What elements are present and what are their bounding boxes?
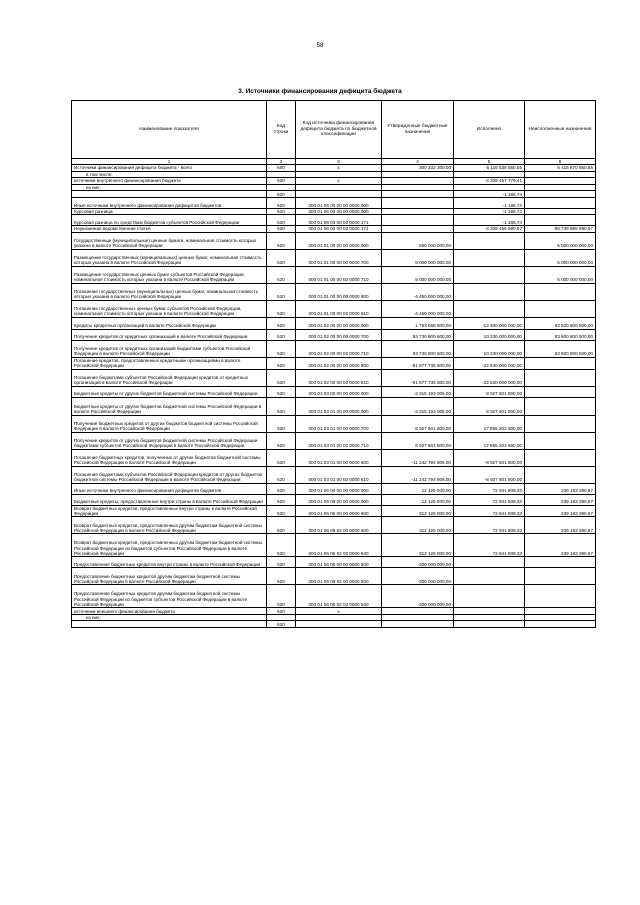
row-line-code: 520: [267, 505, 296, 517]
row-approved: -2 315 193 006,00: [382, 386, 454, 397]
row-budget-code: 000 01 01 00 00 00 0000 000: [296, 232, 382, 249]
row-executed: 8 927 601 800,00: [454, 386, 525, 397]
row-indicator-name: Размещение государственных (муниципальных) ценных бумаг, номинальная стоимость которых указана в валюте Российской Федерации: [72, 249, 267, 266]
row-executed: 10 230 000 000,00: [454, 329, 525, 340]
row-approved: -11 242 794 806,00: [382, 449, 454, 466]
row-approved: 5 000 000 000,00: [382, 249, 454, 266]
row-line-code: 520: [267, 249, 296, 266]
row-approved: -2 315 193 006,00: [382, 397, 454, 415]
row-indicator-name: Государственные (муниципальные) ценные бумаги, номинальная стоимость которых указана в валюте Российской Федерации: [72, 232, 267, 249]
row-unexecuted: [525, 568, 596, 585]
row-budget-code: 000 01 06 05 02 02 0000 540: [296, 585, 382, 608]
table-row: [72, 397, 596, 415]
row-line-code: 520: [267, 357, 296, 369]
table-row: [72, 357, 596, 369]
row-unexecuted: [525, 215, 596, 226]
row-executed: -3 209 456 590,67: [454, 226, 525, 232]
row-indicator-name: Погашение бюджетных кредитов, полученных от других бюджетов бюджетной системы Российской Федерации в валюте Российской Федерации: [72, 449, 267, 466]
row-executed: 17 855 203 600,00: [454, 415, 525, 432]
row-indicator-name: из них:: [72, 184, 267, 190]
row-unexecuted: 83 600 800 500,00: [525, 340, 596, 357]
row-approved: [382, 621, 454, 628]
row-approved: 312 125 000,00: [382, 534, 454, 557]
row-line-code: 520: [267, 209, 296, 215]
row-budget-code: 000 01 03 00 00 00 0000 000: [296, 386, 382, 397]
table-row: [72, 449, 596, 466]
row-approved: 12 125 000,00: [382, 494, 454, 505]
row-line-code: 520: [267, 283, 296, 300]
header-indicator-name: Наименование показателя: [72, 101, 267, 159]
row-unexecuted: [525, 369, 596, 386]
row-unexecuted: [525, 432, 596, 449]
table-body: [72, 165, 596, 628]
table-row: [72, 226, 596, 232]
row-budget-code: 000 01 01 00 00 02 0000 710: [296, 266, 382, 283]
row-indicator-name: Бюджетные кредиты от других бюджетов бюджетной системы Российской Федерации в валюте Российской Федерации: [72, 397, 267, 415]
row-unexecuted: [525, 397, 596, 415]
row-indicator-name: Курсовая разница по средствам бюджетов субъектов Российской Федерации: [72, 215, 267, 226]
row-unexecuted: 83 600 800 500,00: [525, 329, 596, 340]
row-indicator-name: из них:: [72, 614, 267, 620]
row-approved: -300 000 000,00: [382, 568, 454, 585]
row-executed: 72 941 609,33: [454, 517, 525, 534]
row-budget-code: 000 01 02 00 00 00 0000 800: [296, 357, 382, 369]
row-line-code: 620: [267, 621, 296, 628]
row-unexecuted: 88 739 895 890,67: [525, 226, 596, 232]
row-indicator-name: Возврат бюджетных кредитов, предоставленных другим бюджетам бюджетной системы Российской Федерации в валюте Российской Федерации: [72, 517, 267, 534]
table-row: [72, 266, 596, 283]
row-indicator-name: Погашение государственных ценных бумаг субъектов Российской Федерации, номинальная стоимость которых указана в валюте Российской Федерации: [72, 300, 267, 317]
table-row: [72, 215, 596, 226]
header-line-code: Код строки: [267, 101, 296, 159]
row-indicator-name: Погашение кредитов, предоставленных кредитными организациями в валюте Российской Федерации: [72, 357, 267, 369]
column-number: 1: [72, 159, 267, 165]
row-budget-code: 000 01 06 03 00 00 0000 000: [296, 209, 382, 215]
column-number: 5: [454, 159, 525, 165]
row-budget-code: [296, 621, 382, 628]
row-executed: -5 116 538 550,55: [454, 165, 525, 171]
column-number: 3: [296, 159, 382, 165]
row-line-code: 620: [267, 608, 296, 615]
row-executed: [454, 249, 525, 266]
row-indicator-name: Курсовая разница: [72, 209, 267, 215]
row-approved: -11 242 794 806,00: [382, 466, 454, 483]
row-approved: 93 730 800 500,00: [382, 329, 454, 340]
row-executed: -8 927 601 800,00: [454, 466, 525, 483]
row-line-code: 520: [267, 386, 296, 397]
row-budget-code: 000 01 03 01 00 00 0000 700: [296, 415, 382, 432]
row-approved: 312 125 000,00: [382, 517, 454, 534]
table-row: [72, 585, 596, 608]
row-executed: -1 185,74: [454, 191, 525, 198]
table-row: [72, 621, 596, 628]
table-row: [72, 534, 596, 557]
row-approved: -300 000 000,00: [382, 585, 454, 608]
row-line-code: 520: [267, 397, 296, 415]
row-executed: 72 941 609,33: [454, 534, 525, 557]
row-line-code: 520: [267, 585, 296, 608]
row-approved: 8 927 601 800,00: [382, 432, 454, 449]
row-executed: [454, 283, 525, 300]
row-budget-code: [296, 191, 382, 198]
row-line-code: 520: [267, 215, 296, 226]
row-line-code: 520: [267, 415, 296, 432]
column-number: 6: [525, 159, 596, 165]
row-unexecuted: 239 183 390,67: [525, 494, 596, 505]
row-executed: [454, 557, 525, 568]
row-indicator-name: Иные источники внутреннего финансирования дефицитов бюджетов: [72, 198, 267, 209]
row-unexecuted: 5 000 000 000,00: [525, 232, 596, 249]
row-executed: [454, 232, 525, 249]
row-approved: -91 977 735 600,00: [382, 369, 454, 386]
row-indicator-name: Бюджетные кредиты от других бюджетов бюджетной системы Российской Федерации: [72, 386, 267, 397]
row-approved: -4 450 000 000,00: [382, 300, 454, 317]
row-budget-code: 000 01 06 00 00 00 0000 000: [296, 198, 382, 209]
row-unexecuted: 5 000 000 000,00: [525, 249, 596, 266]
row-indicator-name: Погашение государственных (муниципальных) ценных бумаг, номинальная стоимость которых указана в валюте Российской Федерации: [72, 283, 267, 300]
row-line-code: 520: [267, 178, 296, 184]
row-indicator-name: Бюджетные кредиты, предоставленные внутри страны в валюте Российской Федерации: [72, 494, 267, 505]
row-budget-code: х: [296, 608, 382, 615]
row-budget-code: 000 01 06 05 02 02 0000 640: [296, 534, 382, 557]
row-budget-code: 000 01 03 01 00 00 0000 000: [296, 397, 382, 415]
row-line-code: 520: [267, 534, 296, 557]
table-row: [72, 198, 596, 209]
row-budget-code: 000 01 02 00 00 02 0000 810: [296, 369, 382, 386]
table-row: [72, 557, 596, 568]
row-indicator-name: Получение кредитов от кредитных организаций в валюте Российской Федерации: [72, 329, 267, 340]
row-line-code: 520: [267, 466, 296, 483]
row-budget-code: 000 01 02 00 00 02 0000 710: [296, 340, 382, 357]
row-budget-code: 000 01 01 00 00 02 0000 810: [296, 300, 382, 317]
row-budget-code: 000 01 06 03 00 02 0000 171: [296, 226, 382, 232]
row-executed: 10 230 000 000,00: [454, 340, 525, 357]
row-line-code: 520: [267, 300, 296, 317]
table-row: [72, 329, 596, 340]
row-budget-code: 000 01 06 05 00 00 0000 000: [296, 494, 382, 505]
row-unexecuted: 239 183 390,67: [525, 517, 596, 534]
row-executed: -22 530 000 000,00: [454, 369, 525, 386]
page-number: 58: [316, 43, 324, 49]
row-indicator-name: источники внешнего финансирования бюджета: [72, 608, 267, 615]
table-row: [72, 317, 596, 329]
row-unexecuted: 239 183 390,67: [525, 483, 596, 494]
row-budget-code: 000 01 02 00 00 00 0000 000: [296, 317, 382, 329]
row-approved: [382, 191, 454, 198]
row-indicator-name: Размещение государственных ценных бумаг субъектов Российской Федерации, номинальная стоимость которых указана в валюте Российской Федерации: [72, 266, 267, 283]
row-unexecuted: [525, 415, 596, 432]
row-indicator-name: Возврат бюджетных кредитов, предоставленных другим бюджетам бюджетной системы Российской Федерации из бюджетов субъектов Российской Федерации в валюте Российской Федерации: [72, 534, 267, 557]
row-approved: 550 000 000,00: [382, 232, 454, 249]
row-unexecuted: [525, 557, 596, 568]
row-budget-code: 000 01 01 00 00 00 0000 700: [296, 249, 382, 266]
row-indicator-name: Получение кредитов от кредитных организаций бюджетами субъектов Российской Федерации в валюте Российской Федерации: [72, 340, 267, 357]
table-row: [72, 191, 596, 198]
row-unexecuted: [525, 449, 596, 466]
row-executed: 72 941 609,33: [454, 505, 525, 517]
row-indicator-name: Погашение бюджетами субъектов Российской Федерации кредитов от кредитных организаций в валюте Российской Федерации: [72, 369, 267, 386]
row-executed: [454, 300, 525, 317]
row-unexecuted: [525, 386, 596, 397]
table-row: [72, 505, 596, 517]
header-budget-code: Код источника финансирования дефицита бюджета по бюджетной классификации: [296, 101, 382, 159]
row-budget-code: 000 01 02 00 00 00 0000 700: [296, 329, 382, 340]
row-line-code: 520: [267, 369, 296, 386]
row-indicator-name: [72, 621, 267, 628]
row-indicator-name: Предоставление бюджетных кредитов другим бюджетам бюджетной системы Российской Федерации из бюджетов субъектов Российской Федерации в валюте Российской Федерации: [72, 585, 267, 608]
row-line-code: 500: [267, 165, 296, 171]
row-indicator-name: Предоставление бюджетных кредитов внутри страны в валюте Российской Федерации: [72, 557, 267, 568]
table-row: [72, 517, 596, 534]
row-budget-code: 000 01 03 01 00 00 0000 800: [296, 449, 382, 466]
row-budget-code: 000 01 01 00 00 00 0000 800: [296, 283, 382, 300]
row-budget-code: 000 01 06 05 02 00 0000 600: [296, 517, 382, 534]
table-row: [72, 466, 596, 483]
table-row: [72, 340, 596, 357]
row-executed: [454, 266, 525, 283]
table-header-row: [72, 101, 596, 159]
row-approved: 93 730 800 500,00: [382, 340, 454, 357]
row-line-code: 520: [267, 340, 296, 357]
header-unexecuted: Неисполненные назначения: [525, 101, 596, 159]
table-row: [72, 300, 596, 317]
row-executed: 72 941 609,33: [454, 494, 525, 505]
row-approved: 300 332 300,00: [382, 165, 454, 171]
row-budget-code: 000 01 06 05 00 00 0000 600: [296, 505, 382, 517]
row-approved: 1 753 068 900,00: [382, 317, 454, 329]
row-approved: 12 125 000,00: [382, 483, 454, 494]
row-budget-code: 000 01 03 01 00 02 0000 810: [296, 466, 382, 483]
row-executed: [454, 621, 525, 628]
row-line-code: 520: [267, 517, 296, 534]
row-approved: -91 977 735 600,00: [382, 357, 454, 369]
row-executed: [454, 585, 525, 608]
financing-sources-table: [71, 100, 596, 628]
row-line-code: 520: [267, 226, 296, 232]
table-row: [72, 432, 596, 449]
row-indicator-name: Кредиты кредитных организаций в валюте Российской Федерации: [72, 317, 267, 329]
column-number: 4: [382, 159, 454, 165]
row-executed: -1 185,74: [454, 209, 525, 215]
row-unexecuted: 83 820 800 500,00: [525, 317, 596, 329]
row-budget-code: 000 01 06 05 02 00 0000 500: [296, 568, 382, 585]
row-unexecuted: [525, 300, 596, 317]
row-unexecuted: [525, 585, 596, 608]
table-row: [72, 283, 596, 300]
table-row: [72, 249, 596, 266]
row-executed: 17 855 203 600,00: [454, 432, 525, 449]
row-approved: -300 000 000,00: [382, 557, 454, 568]
row-line-code: 520: [267, 494, 296, 505]
row-line-code: 520: [267, 232, 296, 249]
row-unexecuted: [525, 283, 596, 300]
row-indicator-name: Получение бюджетных кредитов от других бюджетов бюджетной системы Российской Федерации в валюте Российской Федерации: [72, 415, 267, 432]
row-line-code: 520: [267, 317, 296, 329]
table-row: [72, 415, 596, 432]
table-row: [72, 386, 596, 397]
table-row: [72, 494, 596, 505]
row-unexecuted: [525, 466, 596, 483]
table-row: [72, 369, 596, 386]
row-executed: -8 927 601 800,00: [454, 449, 525, 466]
row-indicator-name: Возврат бюджетных кредитов, предоставленных внутри страны в валюте Российской Федерации: [72, 505, 267, 517]
row-indicator-name: в том числе:: [72, 171, 267, 177]
row-line-code: 520: [267, 191, 296, 198]
row-executed: -3 209 457 776,41: [454, 178, 525, 184]
row-indicator-name: Иные источники внутреннего финансирования дефицитов бюджетов: [72, 483, 267, 494]
row-unexecuted: [525, 357, 596, 369]
table-row: [72, 568, 596, 585]
row-budget-code: 000 01 06 05 00 00 0000 500: [296, 557, 382, 568]
row-line-code: 520: [267, 266, 296, 283]
row-executed: 8 927 601 800,00: [454, 397, 525, 415]
row-unexecuted: [525, 191, 596, 198]
row-indicator-name: Неуказанная ведомственная статья: [72, 226, 267, 232]
row-line-code: 520: [267, 432, 296, 449]
row-indicator-name: источники внутреннего финансирования бюджета: [72, 178, 267, 184]
row-budget-code: 000 01 06 03 00 02 0000 171: [296, 215, 382, 226]
row-unexecuted: 239 183 390,67: [525, 534, 596, 557]
row-approved: 8 927 601 800,00: [382, 415, 454, 432]
section-title: 3. Источники финансирования дефицита бюджета: [238, 88, 402, 95]
row-approved: [382, 198, 454, 209]
row-line-code: 520: [267, 568, 296, 585]
row-budget-code: 000 01 03 01 00 02 0000 710: [296, 432, 382, 449]
row-unexecuted: 5 000 000 000,00: [525, 266, 596, 283]
row-unexecuted: [525, 621, 596, 628]
row-executed: [454, 568, 525, 585]
row-budget-code: х: [296, 165, 382, 171]
row-approved: 5 000 000 000,00: [382, 266, 454, 283]
header-approved: Утвержденные бюджетные назначения: [382, 101, 454, 159]
row-approved: [382, 215, 454, 226]
row-indicator-name: Источники финансирования дефицита бюджета - всего: [72, 165, 267, 171]
table-row: [72, 483, 596, 494]
row-line-code: 520: [267, 449, 296, 466]
column-number: 2: [267, 159, 296, 165]
row-executed: 72 941 609,33: [454, 483, 525, 494]
row-executed: -22 530 000 000,00: [454, 357, 525, 369]
row-budget-code: х: [296, 178, 382, 184]
row-approved: 312 125 000,00: [382, 505, 454, 517]
row-line-code: 520: [267, 557, 296, 568]
row-line-code: 520: [267, 329, 296, 340]
row-executed: -1 185,74: [454, 215, 525, 226]
header-executed: Исполнено: [454, 101, 525, 159]
row-executed: -12 300 000 000,00: [454, 317, 525, 329]
row-unexecuted: 5 416 870 850,55: [525, 165, 596, 171]
row-indicator-name: Погашение бюджетами субъектов Российской Федерации кредитов от других бюджетов бюджетной системы Российской Федерации в валюте Российской Федерации: [72, 466, 267, 483]
table-row: [72, 232, 596, 249]
row-indicator-name: Предоставление бюджетных кредитов другим бюджетам бюджетной системы Российской Федерации в валюте Российской Федерации: [72, 568, 267, 585]
row-indicator-name: [72, 191, 267, 198]
row-budget-code: 000 01 06 00 00 00 0000 000: [296, 483, 382, 494]
row-unexecuted: 239 183 390,67: [525, 505, 596, 517]
row-unexecuted: [525, 198, 596, 209]
row-line-code: 520: [267, 483, 296, 494]
row-executed: -1 185,74: [454, 198, 525, 209]
row-indicator-name: Получение кредитов от других бюджетов бюджетной системы Российской Федерации бюджетами субъектов Российской Федерации в валюте Российской Федерации: [72, 432, 267, 449]
row-approved: -4 450 000 000,00: [382, 283, 454, 300]
row-line-code: 520: [267, 198, 296, 209]
